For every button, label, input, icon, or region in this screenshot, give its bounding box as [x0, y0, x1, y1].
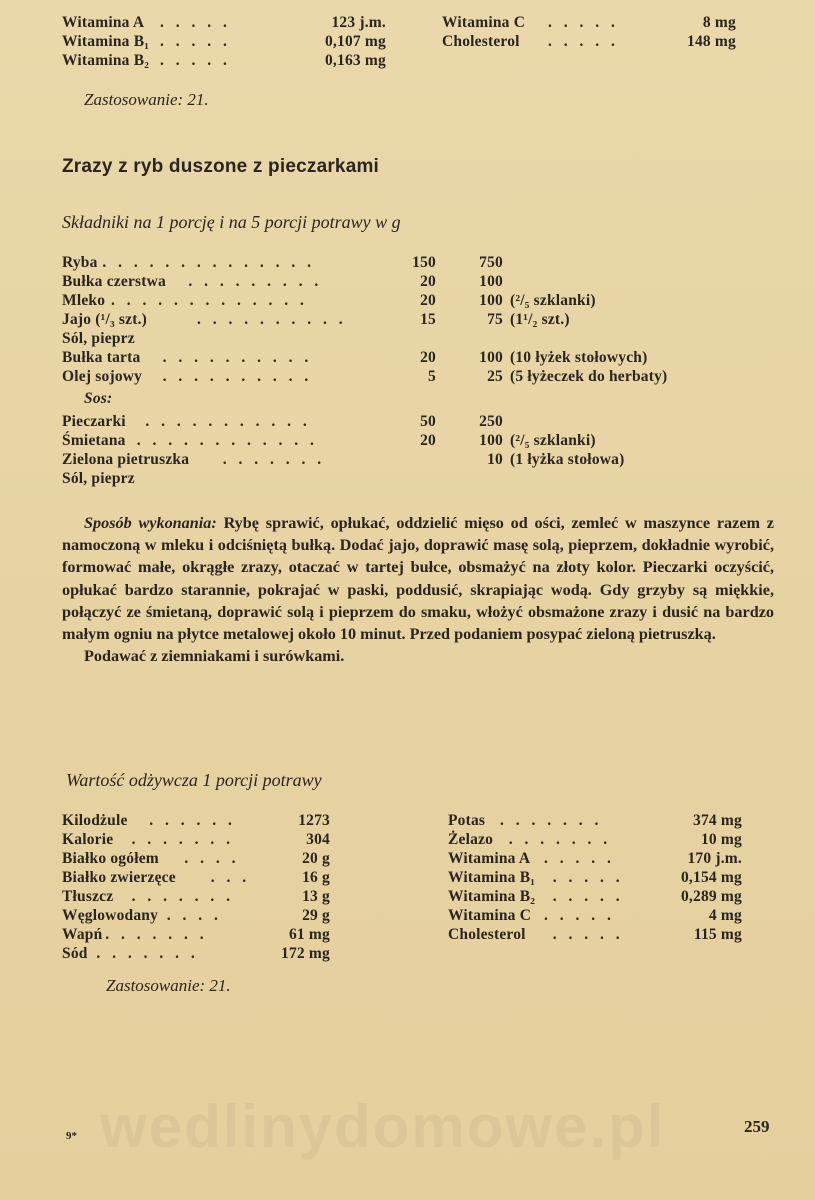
ingredient-qty-5: 100 [479, 292, 503, 309]
top-nutrient-value: 0,163 mg [324, 52, 386, 69]
ingredient-note: (10 łyżek stołowych) [510, 349, 648, 366]
method-section [62, 512, 774, 667]
nutrition-value: 1273 [298, 812, 330, 829]
footer-mark: 9* [66, 1130, 77, 1142]
nutrition-label: Węglowodany [62, 907, 159, 924]
nutrition-dots: . . . . . . . [131, 888, 234, 905]
nutrition-value: 170 j.m. [687, 850, 742, 867]
recipe-title: Zrazy z ryb duszone z pieczarkami [62, 156, 380, 177]
nutrition-value: 304 [306, 831, 330, 848]
ingredient-qty-1: 150 [412, 254, 436, 271]
nutrition-value: 16 g [302, 869, 330, 886]
nutrition-dots: . . . [210, 869, 251, 886]
ingredient-dots: . . . . . . . . . . [162, 349, 313, 366]
nutrition-dots: . . . . . [552, 888, 624, 905]
nutrition-label: Witamina A [448, 850, 531, 867]
nutrition-label: Kilodżule [62, 812, 128, 829]
nutrition-dots: . . . . . . . [508, 831, 612, 848]
ingredient-name: Bułka tarta [62, 349, 141, 366]
top-nutrient-label: Witamina A [62, 14, 145, 31]
ingredient-name: Ryba [62, 254, 98, 271]
nutrition-value: 10 mg [700, 831, 742, 848]
nutrition-dots: . . . . [166, 907, 222, 924]
ingredient-dots: . . . . . . . . . [188, 273, 323, 290]
ingredient-qty-1: 20 [420, 349, 436, 366]
nutrition-dots: . . . . . . . [105, 926, 208, 943]
nutrition-dots: . . . . [184, 850, 240, 867]
top-nutrient-value: 0,107 mg [324, 33, 386, 50]
nutrition-label: Białko zwierzęce [62, 869, 176, 886]
top-nutrient-label: Witamina B₂ [62, 52, 150, 69]
nutrition-dots: . . . . . . . [500, 812, 603, 829]
nutrition-value: 20 g [302, 850, 330, 867]
ingredient-qty-1: 20 [420, 273, 436, 290]
ingredient-qty-5: 100 [479, 349, 503, 366]
nutrition-dots: . . . . . [552, 869, 624, 886]
nutrition-value: 0,154 mg [680, 869, 742, 886]
nutrition-label: Witamina B₁ [448, 869, 536, 886]
ingredient-name: Sól, pieprz [62, 330, 135, 347]
ingredient-dots: . . . . . . . . . . [162, 368, 313, 385]
watermark: wedlinydomowe.pl [100, 1093, 666, 1160]
nutrition-value: 172 mg [281, 945, 330, 962]
ingredient-qty-1: 20 [420, 292, 436, 309]
top-nutrient-dots: . . . . . [160, 33, 231, 50]
method-label: Sposób wykonania: [84, 514, 217, 532]
nutrition-label: Białko ogółem [62, 850, 159, 867]
ingredient-name: Pieczarki [62, 413, 126, 430]
ingredient-name: Olej sojowy [62, 368, 143, 385]
ingredient-qty-5: 100 [479, 432, 503, 449]
nutrition-label: Kalorie [62, 831, 114, 848]
nutrition-label: Wapń [62, 926, 103, 943]
ingredient-name: Bułka czerstwa [62, 273, 166, 290]
ingredients-heading: Składniki na 1 porcję i na 5 porcji potrawy w g [62, 212, 401, 232]
page-number: 259 [744, 1117, 770, 1136]
top-nutrient-label: Witamina B₁ [62, 33, 150, 50]
top-nutrient-label: Witamina C [442, 14, 526, 31]
ingredient-qty-5: 25 [487, 368, 503, 385]
top-nutrient-label: Cholesterol [442, 33, 520, 50]
ingredient-name: Zielona pietruszka [62, 451, 190, 468]
ingredient-note: (²/₅ szklanki) [510, 432, 596, 449]
ingredient-dots: . . . . . . . . . . . . . [111, 292, 308, 309]
nutrition-label: Witamina B₂ [448, 888, 536, 905]
ingredient-note: (²/₅ szklanki) [510, 292, 596, 309]
ingredient-qty-5: 10 [487, 451, 503, 468]
nutrition-heading: Wartość odżywcza 1 porcji potrawy [66, 770, 322, 790]
bottom-usage: Zastosowanie: 21. [106, 976, 231, 995]
ingredient-qty-1: 20 [420, 432, 436, 449]
nutrition-value: 374 mg [693, 812, 742, 829]
serving-text: Podawać z ziemniakami i surówkami. [84, 647, 345, 666]
nutrition-label: Tłuszcz [62, 888, 114, 905]
nutrition-value: 29 g [302, 907, 330, 924]
ingredient-dots: . . . . . . . . . . . . [136, 432, 318, 449]
top-nutrient-dots: . . . . . [548, 33, 619, 50]
ingredient-name: Mleko [62, 292, 106, 309]
nutrition-dots: . . . . . . . [96, 945, 199, 962]
ingredient-name: Jajo (¹/₃ szt.) [62, 311, 148, 328]
ingredient-qty-1: 5 [428, 368, 436, 385]
top-nutrient-dots: . . . . . [548, 14, 619, 31]
nutrition-dots: . . . . . . [149, 812, 236, 829]
top-nutrient-dots: . . . . . [160, 14, 231, 31]
top-usage: Zastosowanie: 21. [84, 90, 209, 109]
method-text: Rybę sprawić, opłukać, oddzielić mięso od ości, zemleć w maszynce razem z namoczoną w mleku i odciśniętą bułką. Dodać jajo, doprawić masę solą, pieprzem, dokładnie wyrobić, formować małe, okrągłe zrazy, otaczać w tartej bułce, obsmażyć na złoty kolor. Pieczarki oczyścić, opłukać bardzo starannie, pokrajać w paski, poddusić, skrapiając wodą. Gdy grzyby są miękkie, połączyć ze śmietaną, doprawić solą i pieprzem do smaku, włożyć obsmażone zrazy i dusić na bardzo małym ogniu na płytce metalowej około 10 minut. Przed podaniem posypać zieloną pietruszką. [62, 514, 774, 644]
nutrition-dots: . . . . . . . [131, 831, 234, 848]
sauce-label: Sos: [84, 390, 113, 407]
nutrition-label: Potas [448, 812, 486, 829]
top-nutrient-value: 148 mg [687, 33, 736, 50]
nutrition-label: Sód [62, 945, 88, 962]
ingredient-note: (1 łyżka stołowa) [510, 451, 625, 468]
nutrition-dots: . . . . . [544, 907, 615, 924]
ingredient-name: Śmietana [62, 432, 126, 449]
nutrition-value: 13 g [302, 888, 330, 905]
nutrition-label: Cholesterol [448, 926, 526, 943]
ingredient-qty-5: 750 [479, 254, 503, 271]
ingredient-qty-1: 15 [420, 311, 436, 328]
ingredient-dots: . . . . . . . . . . . [145, 413, 311, 430]
nutrition-dots: . . . . . [544, 850, 615, 867]
nutrition-value: 115 mg [693, 926, 742, 943]
ingredient-qty-5: 250 [479, 413, 503, 430]
ingredient-qty-5: 100 [479, 273, 503, 290]
ingredient-dots: . . . . . . . [222, 451, 326, 468]
top-nutrient-value: 8 mg [702, 14, 736, 31]
ingredient-dots: . . . . . . . . . . . . . . [102, 254, 316, 271]
nutrition-label: Witamina C [448, 907, 532, 924]
ingredient-qty-5: 75 [487, 311, 503, 328]
top-nutrient-dots: . . . . . [160, 52, 231, 69]
ingredient-name: Sól, pieprz [62, 470, 135, 487]
ingredient-qty-1: 50 [420, 413, 436, 430]
nutrition-value: 61 mg [288, 926, 330, 943]
nutrition-value: 0,289 mg [680, 888, 742, 905]
ingredient-dots: . . . . . . . . . . [197, 311, 347, 328]
ingredient-note: (1¹/₂ szt.) [510, 311, 570, 328]
top-nutrient-value: 123 j.m. [331, 14, 386, 31]
nutrition-value: 4 mg [708, 907, 742, 924]
nutrition-dots: . . . . . [552, 926, 624, 943]
ingredient-note: (5 łyżeczek do herbaty) [510, 368, 668, 385]
nutrition-label: Żelazo [448, 831, 494, 848]
